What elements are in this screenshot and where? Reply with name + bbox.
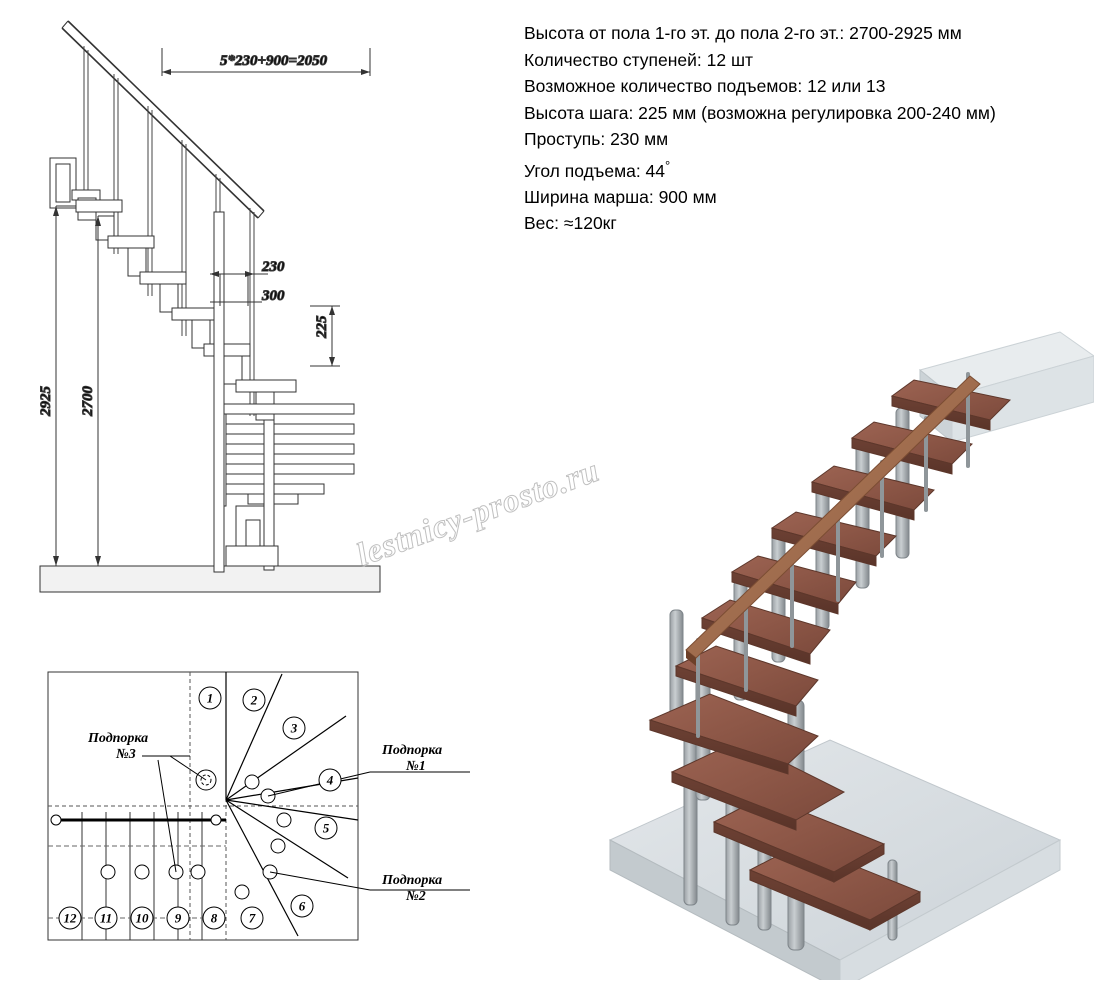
plan-step-number: 5 — [322, 820, 330, 836]
dimension-230 — [210, 271, 268, 277]
handrail-3d — [686, 376, 980, 666]
plan-step-number: 3 — [290, 720, 298, 736]
spec-line-tread: Проступь: 230 мм — [524, 129, 669, 149]
plan-step-number: 6 — [298, 898, 306, 914]
plan-step-number: 12 — [63, 910, 77, 926]
render-svg — [500, 180, 1094, 980]
support-2-line2: №2 — [406, 889, 426, 904]
elevation-view — [10, 6, 480, 626]
support-2-line1: Подпорка — [382, 873, 443, 888]
dimension-label-230: 230 — [262, 259, 285, 275]
dimension-label-2700: 2700 — [80, 386, 96, 416]
floor-slab — [40, 566, 380, 592]
spec-line-step-count: Количество ступеней: 12 шт — [524, 49, 754, 70]
plan-step-number: 2 — [250, 692, 258, 708]
spec-angle-text: Угол подъема: 44 — [524, 160, 666, 181]
watermark-text: lestnicy-prosto.ru — [352, 452, 605, 574]
support-1-line2: №1 — [406, 759, 426, 774]
support-3-line2: №3 — [116, 747, 136, 762]
handrail — [62, 21, 264, 218]
stair-3d-render — [500, 180, 1094, 980]
plan-step-number: 4 — [326, 772, 334, 788]
plan-step-number: 1 — [206, 690, 214, 706]
plan-svg — [30, 660, 500, 960]
spec-line-step-height: Высота шага: 225 мм (возможна регулировка 200-240 мм) — [524, 102, 996, 123]
degree-icon: ° — [665, 157, 671, 173]
support-2-label — [381, 873, 442, 904]
support-3-line1: Подпорка — [88, 731, 149, 746]
plan-step-number: 10 — [135, 910, 149, 926]
spec-line-possible-rises: Возможное количество подъемов: 12 или 13 — [524, 76, 886, 96]
elevation-svg — [10, 6, 480, 626]
plan-view — [30, 660, 443, 950]
dimension-label-225: 225 — [314, 315, 330, 338]
plan-step-number: 11 — [99, 910, 113, 926]
spec-line-floor-height: Высота от пола 1-го эт. до пола 2-го эт.: 2700-2925 мм — [524, 23, 962, 43]
support-1-label — [381, 743, 442, 774]
plan-step-number: 7 — [248, 910, 256, 926]
dimension-2700 — [95, 216, 114, 566]
dimension-label-300: 300 — [262, 288, 285, 304]
dimension-label-top: 5*230+900=2050 — [220, 53, 328, 69]
plan-step-number: 8 — [210, 910, 218, 926]
dimension-label-2925: 2925 — [38, 386, 54, 416]
spec-line-weight: Вес: ≈120кг — [524, 213, 617, 234]
spec-line-march-width: Ширина марша: 900 мм — [524, 186, 717, 207]
step-profiles — [76, 200, 354, 572]
plan-step-number: 9 — [174, 910, 182, 926]
support-1-line1: Подпорка — [382, 743, 443, 758]
dimension-2925 — [53, 206, 76, 566]
